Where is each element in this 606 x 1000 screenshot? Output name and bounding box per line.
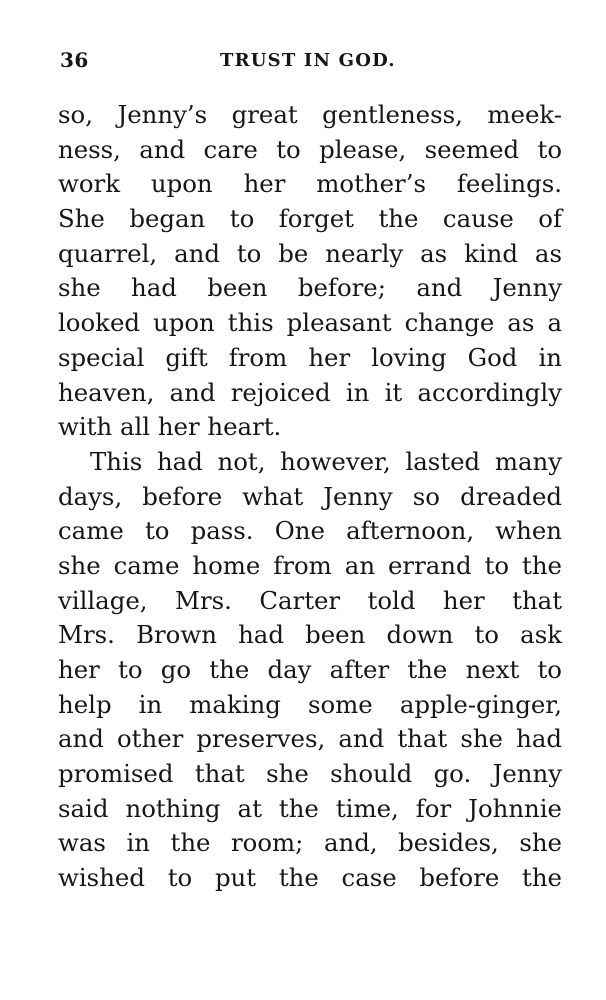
text-line: ness, and care to please, seemed to [58, 134, 562, 164]
text-line: so, Jenny’s great gentleness, meek- [58, 100, 562, 129]
text-line: and other preserves, and that she had [58, 724, 562, 754]
text-line: her to go the day after the next to [58, 655, 562, 684]
text-line: she had been before; and Jenny [58, 273, 562, 303]
text-line: special gift from her loving God in [58, 342, 562, 372]
text-line: heaven, and rejoiced in it accordingly [58, 377, 562, 407]
page-header [60, 48, 560, 78]
text-line: help in making some apple-ginger, [58, 689, 562, 719]
text-line: wished to put the case before the [58, 863, 562, 893]
body-text [58, 98, 562, 896]
text-line: looked upon this pleasant change as a [58, 308, 562, 338]
text-line: quarrel, and to be nearly as kind as [58, 238, 562, 268]
text-line: Mrs. Brown had been down to ask [58, 620, 562, 650]
page-number: 36 [60, 48, 89, 72]
text-line: she came home from an errand to the [58, 550, 562, 580]
text-line: came to pass. One afternoon, when [58, 516, 562, 546]
running-title: TRUST IN GOD. [220, 50, 396, 71]
text-line: village, Mrs. Carter told her that [58, 585, 562, 615]
text-line: said nothing at the time, for Johnnie [58, 793, 562, 823]
text-line: She began to forget the cause of [58, 204, 562, 234]
text-line: days, before what Jenny so dreaded [58, 481, 562, 511]
text-line: with all her heart. [58, 412, 282, 442]
text-line: was in the room; and, besides, she [58, 828, 562, 858]
paragraph-first-line: This had not, however, lasted many [90, 446, 562, 476]
text-line: work upon her mother’s feelings. [58, 169, 562, 199]
text-line: promised that she should go. Jenny [58, 759, 562, 789]
